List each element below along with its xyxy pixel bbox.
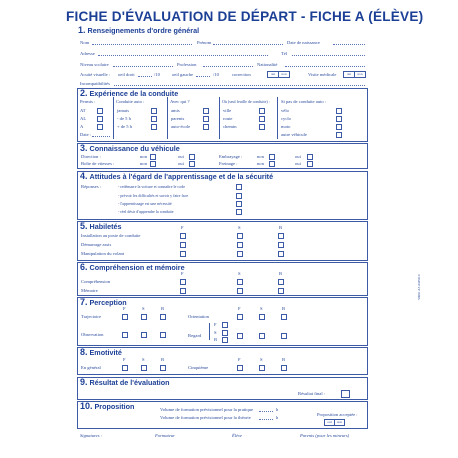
trajectoire-b[interactable] xyxy=(160,314,166,320)
sipas-autre-checkbox[interactable] xyxy=(336,132,342,138)
correction-label: correction xyxy=(232,72,251,77)
observation-label: Observation xyxy=(81,332,104,337)
s2-sep-4 xyxy=(277,97,278,139)
comprehension-label: Compréhension xyxy=(81,279,111,284)
permis-date-field[interactable] xyxy=(92,136,110,137)
boite-label: Boîte de vitesses : xyxy=(81,161,115,166)
memoire-b[interactable] xyxy=(278,288,284,294)
orientation-f[interactable] xyxy=(237,314,243,320)
nationalite-field[interactable] xyxy=(285,66,365,67)
section-7-number: 7. xyxy=(80,297,88,307)
profession-field[interactable] xyxy=(203,66,253,67)
habilete-row-3-f[interactable] xyxy=(180,251,186,257)
regard-sub-b: B xyxy=(214,337,218,342)
freinage-label: Freinage : xyxy=(219,161,238,166)
resultat-final-box[interactable] xyxy=(341,390,350,398)
tel-field[interactable] xyxy=(292,55,365,56)
embrayage-oui-checkbox[interactable] xyxy=(307,154,313,160)
volume-pratique-label: Volume de formation prévisionnel pour la pratique xyxy=(160,407,254,412)
regard-bracket xyxy=(209,323,210,340)
form-title: FICHE D'ÉVALUATION DE DÉPART - FICHE A (ÉLÈVE) xyxy=(66,9,424,24)
sipas-velo: vélo xyxy=(281,108,289,113)
acuite-label: Acuité visuelle : xyxy=(80,72,111,77)
avec-auto-ecole-checkbox[interactable] xyxy=(203,124,209,130)
section-10-number: 10. xyxy=(80,401,93,411)
direction-non-checkbox[interactable] xyxy=(150,154,156,160)
section-3-number: 3. xyxy=(80,143,88,153)
freinage-oui-checkbox[interactable] xyxy=(307,161,313,167)
embrayage-non-checkbox[interactable] xyxy=(269,154,275,160)
section-10-title xyxy=(80,401,134,411)
oeil-droit-field[interactable] xyxy=(138,76,152,77)
permis-at-checkbox[interactable] xyxy=(97,108,103,114)
section-6-title xyxy=(80,262,185,272)
direction-oui: oui xyxy=(178,154,184,159)
section-4-number: 4. xyxy=(80,171,88,181)
incompat-field[interactable] xyxy=(114,85,365,86)
permis-a-checkbox[interactable] xyxy=(97,124,103,130)
s5-col-b: B xyxy=(279,225,283,230)
section-9-title xyxy=(80,377,170,387)
si-pas-header: Si pas de conduite auto : xyxy=(281,99,327,104)
observation-f[interactable] xyxy=(122,332,128,338)
permis-at: AT xyxy=(80,108,86,113)
section-5-number: 5. xyxy=(80,221,88,231)
conduite-header: Conduite auto : xyxy=(116,99,145,104)
section-2-number: 2. xyxy=(80,88,88,98)
conduite-jamais: jamais xyxy=(117,108,129,113)
section-8-label: Emotivité xyxy=(89,348,122,357)
s5-col-f: F xyxy=(181,225,184,230)
proposition-oui[interactable]: oui xyxy=(324,419,335,426)
s7-right-col-s: S xyxy=(260,306,263,311)
visite-label: Visite médicale xyxy=(308,72,337,77)
section-3-title xyxy=(80,143,180,153)
embrayage-oui: oui xyxy=(295,154,301,159)
s6-col-b: B xyxy=(279,271,283,276)
volume-pratique-field[interactable] xyxy=(259,411,273,412)
s8-left-col-f: F xyxy=(123,357,126,362)
section-5-title xyxy=(80,221,121,231)
memoire-f[interactable] xyxy=(180,288,186,294)
adresse-label: Adresse xyxy=(80,51,95,56)
attitude-item-1-checkbox[interactable] xyxy=(236,184,242,190)
conduite-moins5: - de 5 h xyxy=(117,116,131,121)
habilete-row-2-s[interactable] xyxy=(237,242,243,248)
side-reference: 50001 A3 ASE010 xyxy=(417,274,421,300)
regard-f[interactable] xyxy=(237,333,243,339)
cinquieme-s[interactable] xyxy=(259,365,265,371)
oeil-gauche-label: oeil gauche xyxy=(172,72,194,77)
permis-header: Permis : xyxy=(80,99,96,104)
ou-chemin: chemin xyxy=(223,124,237,129)
section-2-title xyxy=(80,88,178,98)
section-7-title xyxy=(80,297,127,307)
permis-al: AL xyxy=(80,116,87,121)
boite-oui: oui xyxy=(178,161,184,166)
incompat-label: Incompatibilités xyxy=(80,81,110,86)
cinquieme-label: Cinquième xyxy=(188,365,209,370)
cinquieme-b[interactable] xyxy=(281,365,287,371)
section-9-label: Résultat de l'évaluation xyxy=(89,378,170,387)
avec-parents-checkbox[interactable] xyxy=(203,116,209,122)
attitude-item-1: - redémarre la voiture et connaître le code xyxy=(118,184,185,189)
section-1-title xyxy=(78,25,199,35)
trajectoire-label: Trajectoire xyxy=(81,314,101,319)
section-4-title xyxy=(80,171,273,181)
section-8-title xyxy=(80,347,122,357)
orientation-s[interactable] xyxy=(259,314,265,320)
adresse-field[interactable] xyxy=(98,55,268,56)
regard-sub-f-checkbox[interactable] xyxy=(222,322,228,328)
s6-col-f: F xyxy=(181,271,184,276)
boite-non: non xyxy=(140,161,147,166)
s2-sep-2 xyxy=(167,97,168,139)
regard-label: Regard xyxy=(188,333,202,338)
s8-right-col-b: B xyxy=(282,357,286,362)
nom-label: Nom xyxy=(80,40,90,45)
ou-ville: ville xyxy=(223,108,232,113)
attitude-item-2: - prévoir les difficultés et savoir y faire face xyxy=(118,193,189,198)
section-1-number: 1. xyxy=(78,25,86,35)
visite-non[interactable]: non xyxy=(354,71,366,78)
section-1-label: Renseignements d'ordre général xyxy=(87,26,200,35)
oeil-gauche-unit: /10 xyxy=(213,72,219,77)
profession-label: Profession xyxy=(177,62,197,67)
habilete-row-3-b[interactable] xyxy=(278,251,284,257)
signature-formateur: Formateur xyxy=(155,433,175,438)
comprehension-f[interactable] xyxy=(180,279,186,285)
habilete-row-3-s[interactable] xyxy=(237,251,243,257)
section-9-number: 9. xyxy=(80,377,88,387)
orientation-label: Orientation xyxy=(188,314,209,319)
section-4-label: Attitudes à l'égard de l'apprentissage et de la sécurité xyxy=(89,172,274,181)
prenom-label: Prénom xyxy=(197,40,212,45)
s8-left-col-b: B xyxy=(161,357,165,362)
boite-non-checkbox[interactable] xyxy=(150,161,156,167)
habilete-row-2-b[interactable] xyxy=(278,242,284,248)
s7-right-col-b: B xyxy=(282,306,286,311)
signature-eleve: Élève xyxy=(232,433,243,438)
section-10-label: Proposition xyxy=(94,402,135,411)
conduite-plus5: + de 5 h xyxy=(117,124,132,129)
boite-oui-checkbox[interactable] xyxy=(189,161,195,167)
en-general-label: En général xyxy=(81,365,101,370)
memoire-label: Mémoire xyxy=(81,288,98,293)
embrayage-label: Embrayage : xyxy=(219,154,243,159)
nationalite-label: Nationalité xyxy=(257,62,278,67)
avec-parents: parents xyxy=(171,116,185,121)
section-8-number: 8. xyxy=(80,347,88,357)
nom-field[interactable] xyxy=(92,44,192,45)
oeil-droit-label: oeil droit xyxy=(118,72,135,77)
proposition-acceptee-label: Proposition acceptée : xyxy=(317,412,358,417)
trajectoire-s[interactable] xyxy=(141,314,147,320)
date-naissance-label: Date de naissance xyxy=(287,40,320,45)
signatures-label: Signatures : xyxy=(80,433,103,438)
regard-sub-b-checkbox[interactable] xyxy=(222,337,228,343)
ou-chemin-checkbox[interactable] xyxy=(259,124,265,130)
section-5-label: Habiletés xyxy=(89,222,122,231)
freinage-non: non xyxy=(257,161,264,166)
permis-date: Date : xyxy=(80,132,92,137)
section-7-label: Perception xyxy=(89,298,127,307)
avec-amis: amis xyxy=(171,108,180,113)
s8-right-col-s: S xyxy=(260,357,263,362)
oeil-gauche-field[interactable] xyxy=(196,76,210,77)
niveau-label: Niveau scolaire xyxy=(80,62,109,67)
sipas-cyclo: cyclo xyxy=(281,116,291,121)
s2-sep-1 xyxy=(113,97,114,139)
direction-non: non xyxy=(140,154,147,159)
trajectoire-f[interactable] xyxy=(122,314,128,320)
habilete-row-2: Démarrage assis xyxy=(81,242,112,247)
observation-b[interactable] xyxy=(160,332,166,338)
s6-col-s: S xyxy=(238,271,241,276)
ou-ville-checkbox[interactable] xyxy=(259,108,265,114)
section-2-label: Expérience de la conduite xyxy=(89,89,179,98)
s7-left-col-f: F xyxy=(123,306,126,311)
date-naissance-field[interactable] xyxy=(333,44,365,45)
habilete-row-2-f[interactable] xyxy=(180,242,186,248)
orientation-b[interactable] xyxy=(281,314,287,320)
conduite-plus5-checkbox[interactable] xyxy=(151,124,157,130)
regard-b[interactable] xyxy=(281,333,287,339)
ou-route: route xyxy=(223,116,233,121)
volume-theorie-field[interactable] xyxy=(259,419,273,420)
section-6-label: Compréhension et mémoire xyxy=(89,263,185,272)
regard-sub-s-checkbox[interactable] xyxy=(222,330,228,336)
attitude-item-3: - l'apprentissage est une nécessité xyxy=(118,201,172,206)
correction-oui[interactable]: oui xyxy=(267,71,279,78)
embrayage-non: non xyxy=(257,154,264,159)
habilete-row-3: Manipulation du volant xyxy=(81,251,125,256)
s8-left-col-s: S xyxy=(142,357,145,362)
ou-header: Où (seul feuille de conduite) : xyxy=(222,99,270,104)
visite-oui[interactable]: oui xyxy=(343,71,355,78)
oeil-droit-unit: /10 xyxy=(154,72,160,77)
direction-label: Direction : xyxy=(81,154,101,159)
regard-sub-f: F xyxy=(214,322,217,327)
sipas-moto: moto xyxy=(281,124,291,129)
signature-parents: Parents (pour les mineurs) xyxy=(300,433,350,438)
section-3-label: Connaissance du véhicule xyxy=(89,144,180,153)
memoire-s[interactable] xyxy=(237,288,243,294)
direction-oui-checkbox[interactable] xyxy=(189,154,195,160)
avec-auto-ecole: auto-école xyxy=(171,124,191,129)
en-general-s[interactable] xyxy=(141,365,147,371)
cinquieme-f[interactable] xyxy=(237,365,243,371)
attitude-item-4-checkbox[interactable] xyxy=(236,209,242,215)
proposition-non[interactable]: non xyxy=(334,419,345,426)
regard-sub-s: S xyxy=(214,330,217,335)
section-6-number: 6. xyxy=(80,262,88,272)
comprehension-b[interactable] xyxy=(278,279,284,285)
regard-s[interactable] xyxy=(259,333,265,339)
avec-amis-checkbox[interactable] xyxy=(203,108,209,114)
freinage-non-checkbox[interactable] xyxy=(269,161,275,167)
tel-label: Tél xyxy=(281,51,288,56)
habilete-row-1-f[interactable] xyxy=(180,233,186,239)
sipas-cyclo-checkbox[interactable] xyxy=(336,116,342,122)
comprehension-s[interactable] xyxy=(237,279,243,285)
sipas-moto-checkbox[interactable] xyxy=(336,124,342,130)
freinage-oui: oui xyxy=(295,161,301,166)
attitude-item-4: - réel désir d'apprendre la conduite xyxy=(118,209,174,214)
s7-left-col-s: S xyxy=(142,306,145,311)
volume-pratique-unit: h xyxy=(276,407,279,412)
niveau-field[interactable] xyxy=(113,66,173,67)
attitude-item-3-checkbox[interactable] xyxy=(236,201,242,207)
correction-non[interactable]: non xyxy=(278,71,290,78)
habilete-row-1-s[interactable] xyxy=(237,233,243,239)
habilete-row-1-b[interactable] xyxy=(278,233,284,239)
s5-col-s: S xyxy=(238,225,241,230)
s7-right-col-f: F xyxy=(238,306,241,311)
sipas-autre: autre véhicule xyxy=(281,132,307,137)
attitude-item-2-checkbox[interactable] xyxy=(236,193,242,199)
reponses-label: Réponses : xyxy=(81,184,102,189)
permis-a: A xyxy=(80,124,84,129)
volume-theorie-label: Volume de formation prévisionnel pour la théorie xyxy=(160,415,251,420)
resultat-final-label: Résultat final : xyxy=(298,391,326,396)
habilete-row-1: Installation au poste de conduite xyxy=(81,233,141,238)
en-general-f[interactable] xyxy=(122,365,128,371)
avec-qui-header: Avec qui ? xyxy=(170,99,190,104)
prenom-field[interactable] xyxy=(213,44,283,45)
permis-al-checkbox[interactable] xyxy=(97,116,103,122)
conduite-moins5-checkbox[interactable] xyxy=(151,116,157,122)
observation-s[interactable] xyxy=(141,332,147,338)
s8-right-col-f: F xyxy=(238,357,241,362)
ou-route-checkbox[interactable] xyxy=(259,116,265,122)
conduite-jamais-checkbox[interactable] xyxy=(151,108,157,114)
sipas-velo-checkbox[interactable] xyxy=(336,108,342,114)
s7-left-col-b: B xyxy=(161,306,165,311)
volume-theorie-unit: h xyxy=(276,415,279,420)
s2-sep-3 xyxy=(219,97,220,139)
en-general-b[interactable] xyxy=(160,365,166,371)
